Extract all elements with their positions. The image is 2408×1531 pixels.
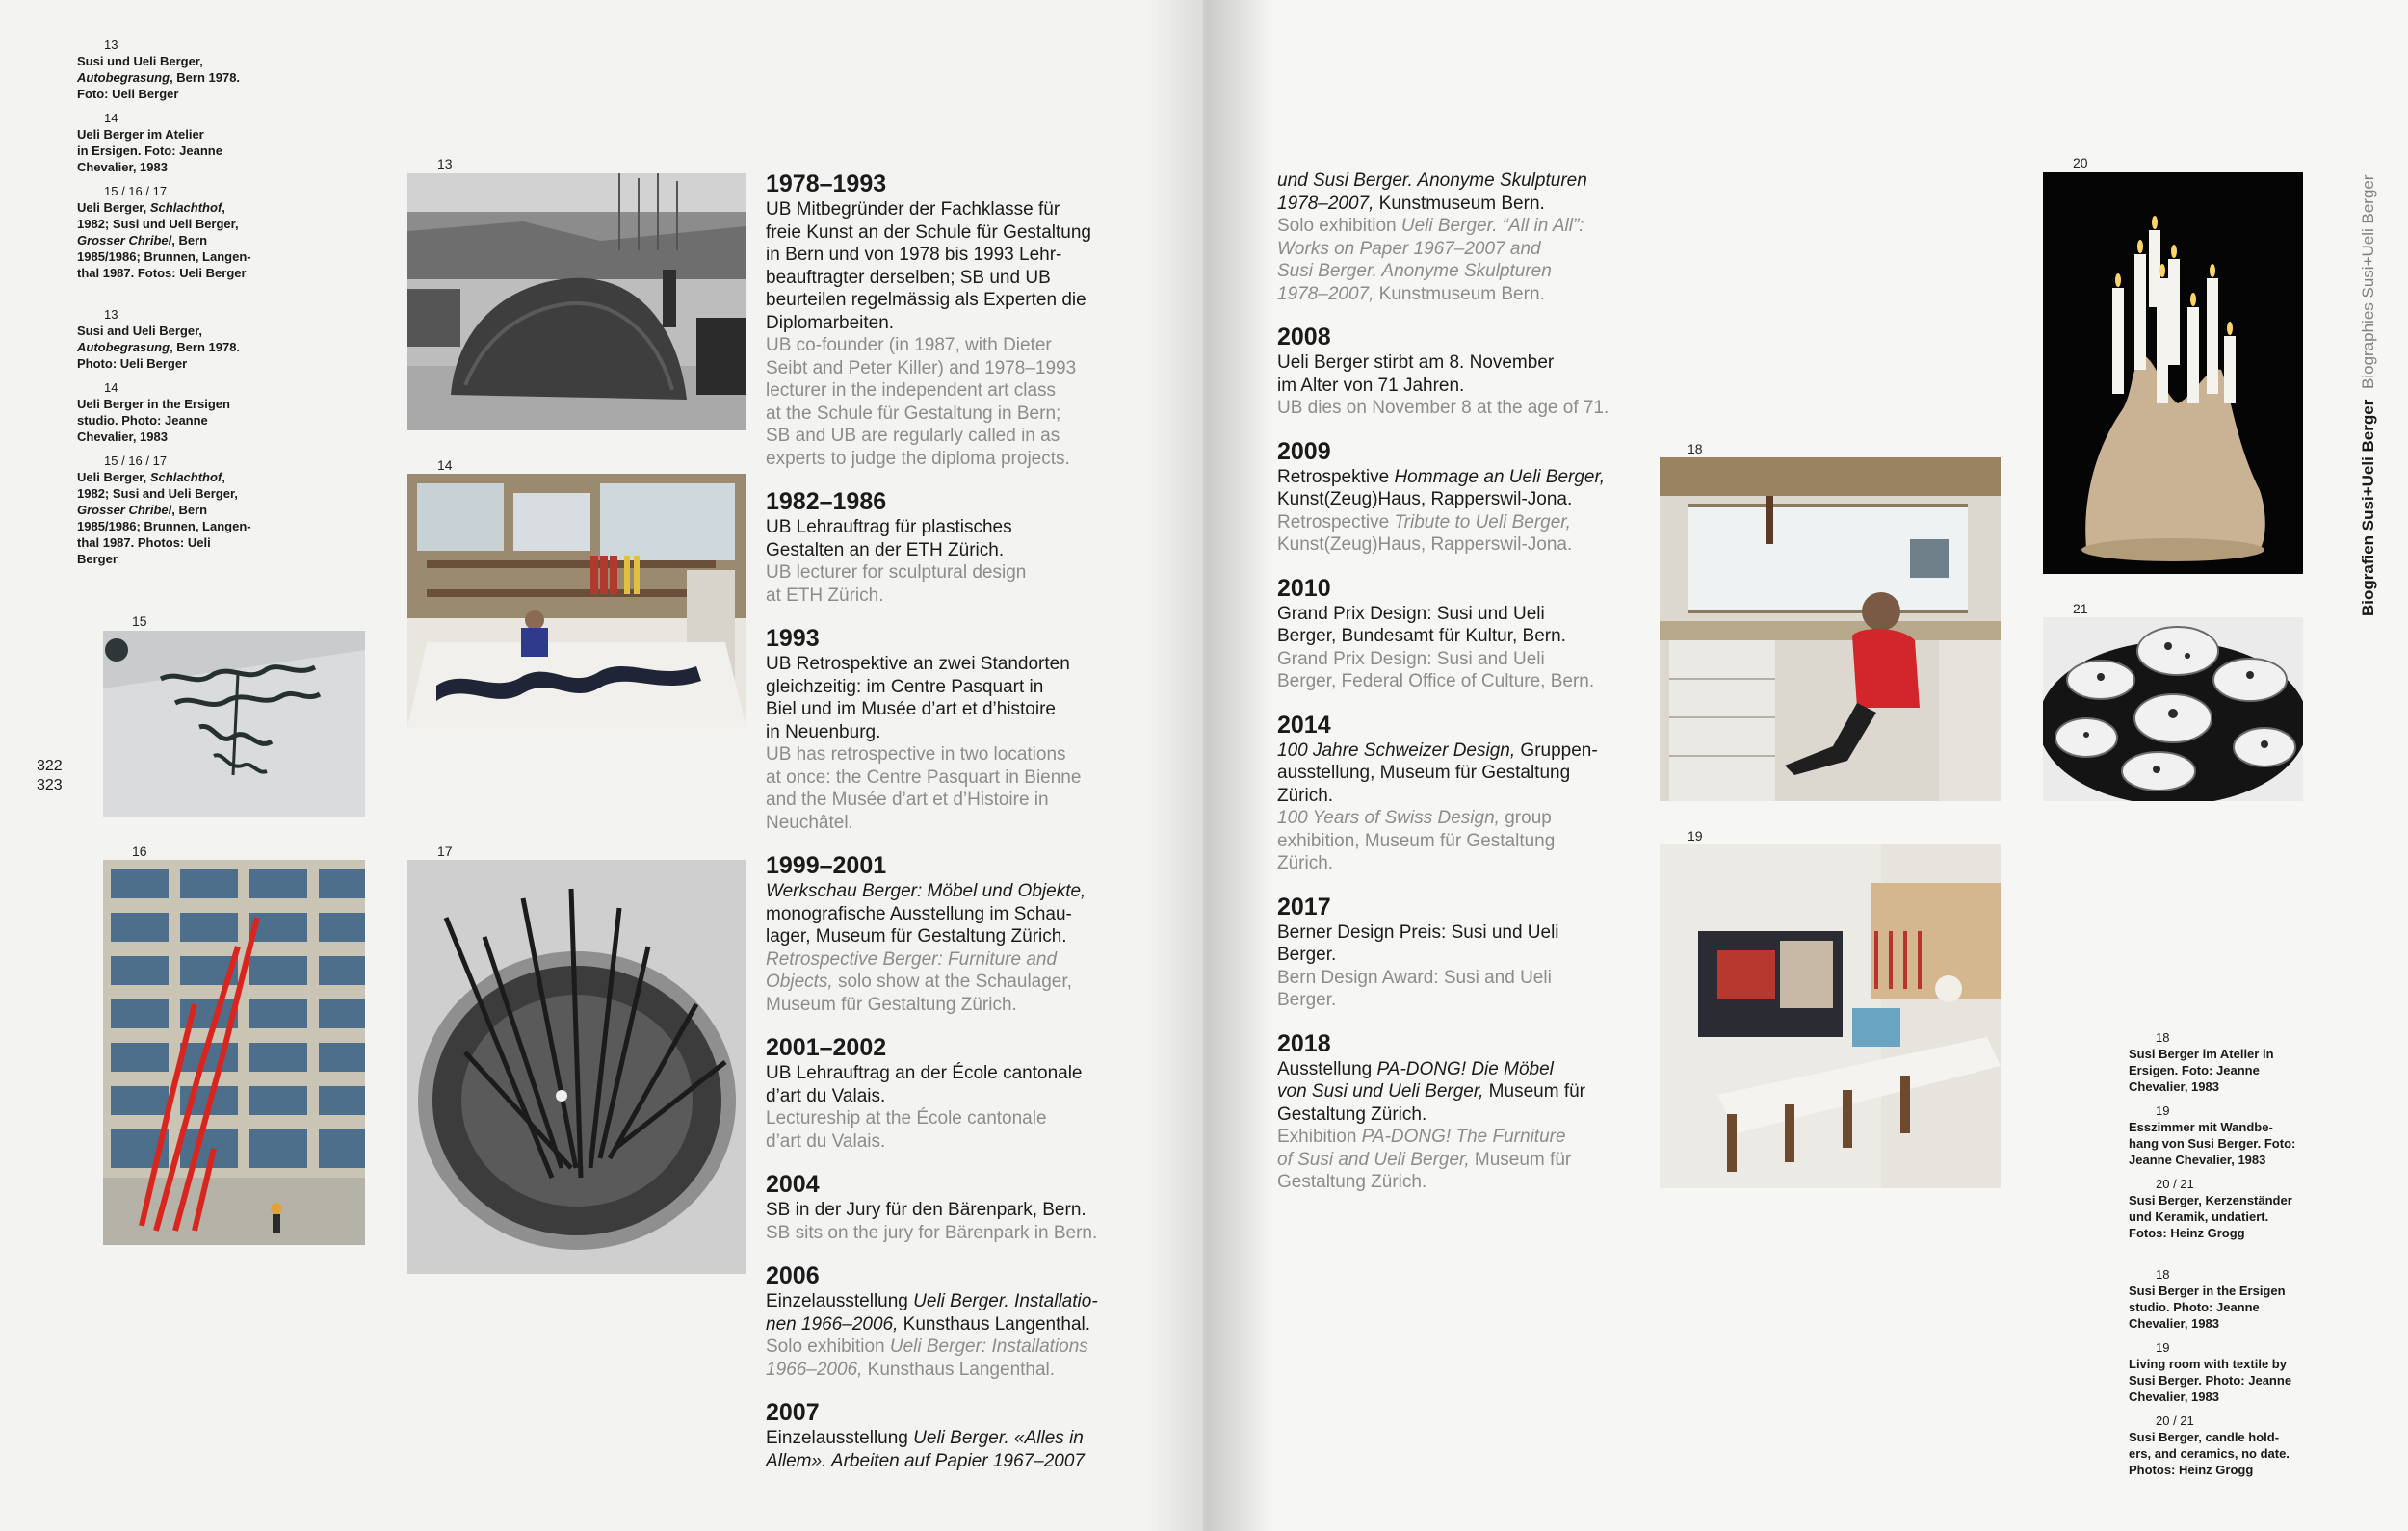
captions-german-left [77, 37, 308, 289]
timeline-entry [1277, 1029, 1662, 1194]
caption-text: Susi and Ueli Berger, Autobegrasung, Bern 1978. Photo: Ueli Berger [77, 324, 241, 371]
timeline-entry [766, 1170, 1170, 1244]
timeline-text-german: Ausstellung PA-DONG! Die Möbel von Susi und Ueli Berger, Museum für Gestaltung Zürich. [1277, 1058, 1585, 1125]
figure-21-number: 21 [2073, 601, 2088, 616]
caption-number: 19 [2156, 1103, 2170, 1118]
timeline-text-german: UB Mitbegründer der Fachklasse für freie Kunst an der Schule für Gestaltung in Bern und von 1978 bis 1993 Lehr- beauftragter derselben; SB und UB beurteilen regelmässig als Experten die Diplomarbeiten. [766, 199, 1091, 333]
timeline-text-german: Werkschau Berger: Möbel und Objekte, monografische Ausstellung im Schau- lager, Museum für Gestaltung Zürich. [766, 881, 1086, 947]
figure-21-photo [2043, 617, 2303, 801]
timeline-text-german: SB in der Jury für den Bärenpark, Bern. [766, 1200, 1086, 1220]
timeline-year: 2008 [1277, 324, 1331, 350]
caption-text: Living room with textile by Susi Berger. Photo: Jeanne Chevalier, 1983 [2129, 1357, 2292, 1404]
running-head-german: Biografien Susi+Ueli Berger [2359, 399, 2377, 616]
caption-number: 15 / 16 / 17 [104, 184, 168, 198]
timeline-text-german: Ueli Berger stirbt am 8. November im Alter von 71 Jahren. [1277, 352, 1555, 396]
timeline-text-german: Einzelausstellung Ueli Berger. «Alles in Allem». Arbeiten auf Papier 1967–2007 [766, 1428, 1085, 1471]
timeline-year: 2007 [766, 1399, 820, 1426]
page-numbers [37, 757, 63, 795]
timeline-year: 2001–2002 [766, 1034, 887, 1061]
timeline-list [766, 169, 1170, 1472]
timeline-text-german: Einzelausstellung Ueli Berger. Installatio- nen 1966–2006, Kunsthaus Langenthal. [766, 1291, 1098, 1335]
timeline-entry [1277, 169, 1662, 305]
timeline-year: 2017 [1277, 893, 1331, 921]
brunnen-langenthal-image [407, 860, 746, 1274]
caption-number: 18 [2156, 1267, 2170, 1282]
timeline-entry [1277, 437, 1662, 557]
timeline-entry [1277, 323, 1662, 420]
autobegrasung-image [407, 173, 746, 430]
caption-number: 13 [104, 38, 118, 52]
timeline-year: 2004 [766, 1171, 820, 1198]
timeline-entry [1277, 711, 1662, 875]
gutter-shadow [1206, 0, 1273, 1531]
figure-16-photo [103, 860, 365, 1245]
figure-20-number: 20 [2073, 155, 2088, 170]
captions-english-right [2129, 1266, 2331, 1486]
caption-list [2129, 1029, 2331, 1241]
timeline-text-german: Berner Design Preis: Susi und Ueli Berger. [1277, 921, 1559, 965]
timeline-text-english: UB lecturer for sculptural design at ETH Zürich. [766, 562, 1027, 606]
running-head-english: Biographies Susi+Ueli Berger [2359, 174, 2377, 389]
timeline-text-english: Grand Prix Design: Susi and Ueli Berger, Federal Office of Culture, Bern. [1277, 648, 1595, 691]
timeline-text-english: Solo exhibition Ueli Berger. “All in All”: Works on Paper 1967–2007 and Susi Berger. Anonyme Skulpturen 1978–2007, Kunstmuseum Bern. [1277, 216, 1584, 304]
caption-number: 14 [104, 111, 118, 125]
caption-number: 18 [2156, 1030, 2170, 1045]
caption-number: 15 / 16 / 17 [104, 454, 168, 468]
timeline-text-english: 100 Years of Swiss Design, group exhibition, Museum für Gestaltung Zürich. [1277, 808, 1556, 873]
figure-18-number: 18 [1688, 441, 1703, 456]
timeline-entry [766, 851, 1170, 1016]
timeline-text-english: UB dies on November 8 at the age of 71. [1277, 398, 1610, 418]
figure-15-number: 15 [132, 613, 147, 629]
timeline-text-german: UB Lehrauftrag für plastisches Gestalten an der ETH Zürich. [766, 517, 1012, 560]
page-number-left: 322 [37, 758, 63, 774]
figure-14-number: 14 [437, 457, 453, 473]
caption-text: Ueli Berger, Schlachthof, 1982; Susi and Ueli Berger, Grosser Chribel, Bern 1985/1986; Brunnen, Langen- thal 1987. Photos: Ueli Berger [77, 470, 251, 566]
timeline-left [766, 169, 1170, 1490]
timeline-year: 2014 [1277, 711, 1331, 739]
caption-number: 14 [104, 380, 118, 395]
figure-17-number: 17 [437, 843, 453, 859]
timeline-entry [1277, 893, 1662, 1012]
figure-19-photo [1660, 844, 2001, 1188]
grosser-chribel-image [103, 860, 365, 1245]
timeline-entry [766, 624, 1170, 834]
captions-english-left [77, 306, 308, 575]
timeline-entry [1277, 574, 1662, 693]
timeline-text-english: Bern Design Award: Susi and Ueli Berger. [1277, 967, 1552, 1010]
caption-text: Ueli Berger im Atelier in Ersigen. Foto: Jeanne Chevalier, 1983 [77, 127, 222, 174]
timeline-text-english: SB sits on the jury for Bärenpark in Bern. [766, 1222, 1098, 1243]
atelier-ersigen-image [407, 474, 746, 728]
timeline-year: 1999–2001 [766, 852, 887, 879]
caption-text: Ueli Berger in the Ersigen studio. Photo: Jeanne Chevalier, 1983 [77, 397, 230, 444]
timeline-list [1277, 169, 1662, 1194]
caption-list [2129, 1266, 2331, 1478]
caption-text: Susi und Ueli Berger, Autobegrasung, Bern 1978. Foto: Ueli Berger [77, 54, 241, 101]
schlachthof-installation-image [103, 631, 365, 817]
figure-15-photo [103, 631, 365, 817]
timeline-year: 2006 [766, 1262, 820, 1289]
timeline-text-english: UB co-founder (in 1987, with Dieter Seibt and Peter Killer) and 1978–1993 lecturer in the independent art class at the Schule für Gestaltung in Bern; SB and UB are regularly called in as experts to judge the diploma projects. [766, 335, 1077, 469]
caption-number: 20 / 21 [2156, 1177, 2194, 1191]
timeline-text-english: UB has retrospective in two locations at once: the Centre Pasquart in Bienne and the Musée d’art et d’Histoire in Neuchâtel. [766, 744, 1082, 833]
timeline-text-german: UB Retrospektive an zwei Standorten gleichzeitig: im Centre Pasquart in Biel und im Musée d’art et d’histoire in Neuenburg. [766, 654, 1070, 742]
esszimmer-image [1660, 844, 2001, 1188]
timeline-year: 1982–1986 [766, 488, 887, 515]
caption-text: Ueli Berger, Schlachthof, 1982; Susi und Ueli Berger, Grosser Chribel, Bern 1985/1986; Brunnen, Langen- thal 1987. Fotos: Ueli Berger [77, 200, 251, 280]
caption-text: Susi Berger, Kerzenständer und Keramik, undatiert. Fotos: Heinz Grogg [2129, 1193, 2292, 1240]
kerzenstaender-image [2043, 172, 2303, 574]
timeline-entry [766, 169, 1170, 470]
timeline-right [1277, 169, 1662, 1211]
timeline-entry [766, 1261, 1170, 1381]
caption-number: 20 / 21 [2156, 1414, 2194, 1428]
timeline-year: 1993 [766, 625, 820, 652]
timeline-text-german: Grand Prix Design: Susi und Ueli Berger, Bundesamt für Kultur, Bern. [1277, 603, 1566, 646]
timeline-year: 1978–1993 [766, 170, 887, 197]
timeline-text-english: Exhibition PA-DONG! The Furniture of Susi and Ueli Berger, Museum für Gestaltung Zürich. [1277, 1127, 1572, 1192]
figure-13-number: 13 [437, 156, 453, 171]
timeline-text-english: Retrospective Tribute to Ueli Berger, Kunst(Zeug)Haus, Rapperswil-Jona. [1277, 511, 1573, 555]
page-number-right: 323 [37, 777, 63, 793]
caption-text: Susi Berger in the Ersigen studio. Photo: Jeanne Chevalier, 1983 [2129, 1284, 2286, 1331]
timeline-text-german: 100 Jahre Schweizer Design, Gruppen- ausstellung, Museum für Gestaltung Zürich. [1277, 740, 1598, 806]
figure-13-photo [407, 173, 746, 430]
figure-14-photo [407, 474, 746, 728]
figure-16-number: 16 [132, 843, 147, 859]
timeline-year: 2010 [1277, 574, 1331, 602]
right-page [1206, 0, 2408, 1531]
caption-number: 13 [104, 307, 118, 322]
figure-19-number: 19 [1688, 828, 1703, 843]
timeline-year: 2009 [1277, 437, 1331, 465]
timeline-text-english: Solo exhibition Ueli Berger: Installations 1966–2006, Kunsthaus Langenthal. [766, 1336, 1088, 1380]
captions-german-right [2129, 1029, 2331, 1249]
susi-berger-atelier-image [1660, 457, 2001, 801]
figure-17-photo [407, 860, 746, 1274]
figure-18-photo [1660, 457, 2001, 801]
figure-20-photo [2043, 172, 2303, 574]
caption-text: Susi Berger, candle hold- ers, and ceramics, no date. Photos: Heinz Grogg [2129, 1430, 2290, 1477]
caption-text: Susi Berger im Atelier in Ersigen. Foto: Jeanne Chevalier, 1983 [2129, 1047, 2274, 1094]
keramik-image [2043, 617, 2303, 801]
timeline-year: 2018 [1277, 1029, 1331, 1057]
caption-number: 19 [2156, 1340, 2170, 1355]
caption-list [77, 37, 308, 281]
timeline-entry [766, 487, 1170, 607]
timeline-text-german: Retrospektive Hommage an Ueli Berger, Kunst(Zeug)Haus, Rapperswil-Jona. [1277, 466, 1606, 509]
timeline-text-german: UB Lehrauftrag an der École cantonale d’art du Valais. [766, 1063, 1083, 1106]
timeline-text-english: Lectureship at the École cantonale d’art du Valais. [766, 1108, 1047, 1152]
caption-text: Esszimmer mit Wandbe- hang von Susi Berger. Foto: Jeanne Chevalier, 1983 [2129, 1120, 2296, 1167]
timeline-entry [766, 1033, 1170, 1153]
caption-list [77, 306, 308, 567]
timeline-entry [766, 1398, 1170, 1472]
timeline-text-german: und Susi Berger. Anonyme Skulpturen 1978–2007, Kunstmuseum Bern. [1277, 170, 1587, 214]
timeline-text-english: Retrospective Berger: Furniture and Objects, solo show at the Schaulager, Museum für Gestaltung Zürich. [766, 948, 1072, 1015]
